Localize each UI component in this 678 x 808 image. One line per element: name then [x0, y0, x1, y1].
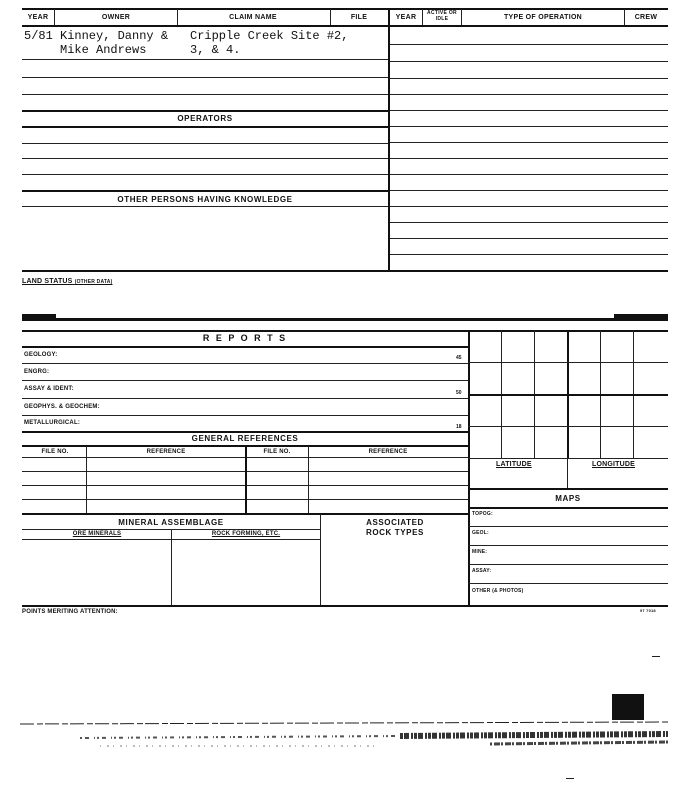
rule [22, 270, 668, 272]
rule [22, 25, 668, 27]
rule [390, 222, 668, 223]
rule [22, 398, 468, 399]
entry-year: 5/81 [24, 29, 53, 43]
rule [624, 9, 625, 25]
map-row-label: ASSAY: [472, 568, 492, 574]
rule [388, 9, 390, 271]
rule [22, 94, 388, 95]
rule [177, 9, 178, 25]
land-status-title: LAND STATUS [22, 278, 73, 285]
operators-label: OPERATORS [177, 114, 233, 123]
rule [22, 59, 388, 60]
rule [245, 446, 247, 513]
rule [468, 394, 668, 396]
rule [390, 44, 668, 45]
rule [468, 526, 668, 527]
rule [22, 605, 668, 607]
rule [22, 174, 388, 175]
land-status-sublabel: (OTHER DATA) [74, 279, 113, 285]
report-row-label: ENGRG: [24, 369, 50, 375]
rule [330, 9, 331, 25]
rule [22, 143, 388, 144]
rule [468, 426, 668, 427]
rule [171, 530, 172, 605]
rule [22, 431, 468, 433]
rule [422, 9, 423, 25]
rule [390, 174, 668, 175]
rule [22, 415, 468, 416]
entry-claim-line1: Cripple Creek Site #2, [190, 29, 349, 43]
entry-claim-line2: 3, & 4. [190, 43, 241, 57]
header-claim-name: CLAIM NAME [229, 14, 277, 21]
general-references-title: GENERAL REFERENCES [191, 434, 299, 443]
rule [390, 206, 668, 207]
rule [390, 94, 668, 95]
rule [468, 488, 668, 490]
header-year: YEAR [27, 14, 49, 21]
rule [22, 363, 468, 364]
latitude-label: LATITUDE [496, 461, 532, 468]
rule [390, 142, 668, 143]
rule [22, 126, 388, 128]
header-year-right: YEAR [395, 14, 417, 21]
rule [468, 458, 668, 459]
report-row-number: 45 [456, 355, 462, 361]
separator-bar [614, 314, 668, 320]
map-row-label: MINE: [472, 549, 488, 555]
map-row-label: TOPOG: [472, 511, 493, 517]
mineral-assemblage-title: MINERAL ASSEMBLAGE [118, 518, 224, 527]
header-active-idle: ACTIVE OR IDLE [427, 10, 457, 22]
rule [22, 158, 388, 159]
rule [390, 238, 668, 239]
ore-minerals-label: ORE MINERALS [72, 531, 122, 537]
longitude-label: LONGITUDE [592, 461, 636, 468]
rock-forming-label: ROCK FORMING, ETC. [211, 531, 281, 537]
entry-owner-line1: Kinney, Danny & [60, 29, 169, 43]
map-row-label: GEOL: [472, 530, 489, 536]
rule [390, 158, 668, 159]
rule [390, 78, 668, 79]
rock-types-label: ROCK TYPES [365, 528, 424, 537]
rule [22, 8, 668, 10]
associated-label: ASSOCIATED [366, 518, 424, 527]
col-reference: REFERENCE [146, 449, 186, 455]
report-row-label: GEOPHYS. & GEOCHEM: [24, 404, 100, 410]
rule [390, 126, 668, 127]
report-row-label: GEOLOGY: [24, 352, 58, 358]
rule [22, 206, 388, 207]
points-meriting-attention: POINTS MERITING ATTENTION: [22, 609, 118, 615]
report-row-label: METALLURGICAL: [24, 420, 81, 426]
col-file-no-2: FILE NO. [263, 449, 291, 455]
header-type-of-operation: TYPE OF OPERATION [503, 14, 583, 21]
rule [22, 190, 388, 192]
rule [22, 110, 388, 112]
rule [461, 9, 462, 25]
rule [22, 380, 468, 381]
header-crew: CREW [634, 14, 658, 21]
rule [22, 346, 468, 348]
rule [22, 77, 388, 78]
col-reference-2: REFERENCE [368, 449, 408, 455]
form-number: 97 7018 [640, 608, 656, 613]
rule [22, 330, 468, 332]
rule [22, 513, 468, 515]
rule [390, 61, 668, 62]
rule [468, 545, 668, 546]
col-file-no: FILE NO. [41, 449, 69, 455]
rule [390, 254, 668, 255]
scan-mark [652, 656, 660, 657]
rule [468, 507, 668, 509]
scan-mark [566, 778, 574, 779]
other-persons-label: OTHER PERSONS HAVING KNOWLEDGE [117, 195, 293, 204]
report-row-number: 50 [456, 390, 462, 396]
report-row-number: 18 [456, 424, 462, 430]
land-status-label [22, 278, 112, 285]
rule [390, 190, 668, 191]
rule [567, 458, 568, 488]
separator-bar [22, 318, 668, 321]
maps-title: MAPS [555, 494, 581, 503]
separator-bar [22, 314, 56, 320]
rule [468, 583, 668, 584]
reports-title: R E P O R T S [202, 333, 288, 343]
entry-owner-line2: Mike Andrews [60, 43, 147, 57]
header-file: FILE [350, 14, 368, 21]
rule [468, 362, 668, 363]
report-row-label: ASSAY & IDENT: [24, 386, 74, 392]
rule [86, 446, 87, 513]
rule [468, 564, 668, 565]
rule [54, 9, 55, 25]
scan-noise-band [20, 716, 668, 756]
rule [308, 446, 309, 513]
rule [320, 514, 321, 605]
associated-rock-types [322, 518, 468, 538]
map-row-label: OTHER (& PHOTOS) [472, 588, 524, 594]
rule [390, 110, 668, 111]
header-owner: OWNER [101, 14, 131, 21]
